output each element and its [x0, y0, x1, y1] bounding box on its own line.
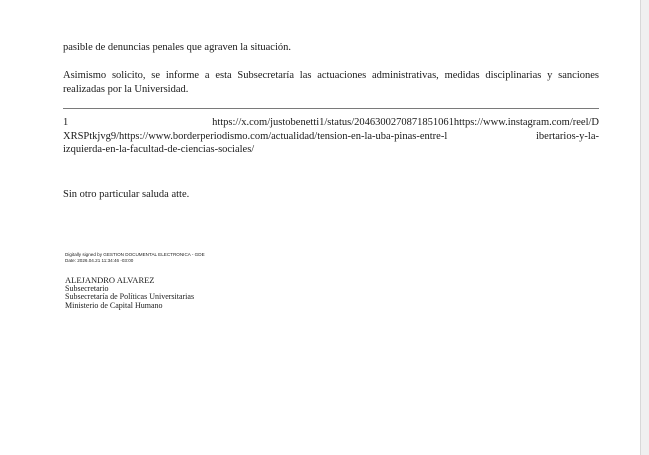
signer-block — [65, 276, 194, 310]
digital-signature-stamp — [65, 252, 205, 263]
digital-signature-note: Digitally signed by GESTION DOCUMENTAL ELECTRONICA - GDE — [65, 252, 205, 257]
footnote-link-2-continuation[interactable]: ibertarios-y-la- — [536, 130, 599, 142]
footnote-link-2[interactable]: XRSPtkjvg9/https://www.borderperiodismo.com/actualidad/tension-en-la-uba-pinas-entre-l — [63, 130, 448, 142]
footnote-link-1[interactable]: https://x.com/justobenetti1/status/2046300270871851061https://www.instagram.com/reel/D — [212, 117, 599, 128]
footnote — [63, 116, 599, 157]
closing-line: Sin otro particular saluda atte. — [63, 189, 190, 200]
signer-name: ALEJANDRO ALVAREZ — [65, 275, 155, 285]
paragraph-2: Asimismo solicito, se informe a esta Subsecretaría las actuaciones administrativas, medidas disciplinarias y sanciones realizadas por la Universidad. — [63, 70, 599, 95]
footnote-line-1 — [63, 116, 599, 130]
footnote-line-2 — [63, 130, 599, 144]
digital-signature-date: Date: 2026.04.21 11:34:46 -03:00 — [65, 257, 134, 263]
footnote-separator — [63, 108, 599, 109]
signer-title: Subsecretario — [65, 283, 109, 293]
viewer-scroll-edge[interactable] — [641, 0, 649, 455]
footnote-link-3[interactable]: izquierda-en-la-facultad-de-ciencias-sociales/ — [63, 144, 255, 155]
signer-office: Subsecretaría de Políticas Universitarias — [65, 292, 195, 302]
footnote-number: 1 — [63, 117, 69, 128]
paragraph-1: pasible de denuncias penales que agraven la situación. — [63, 42, 291, 53]
signer-ministry: Ministerio de Capital Humano — [65, 300, 163, 310]
